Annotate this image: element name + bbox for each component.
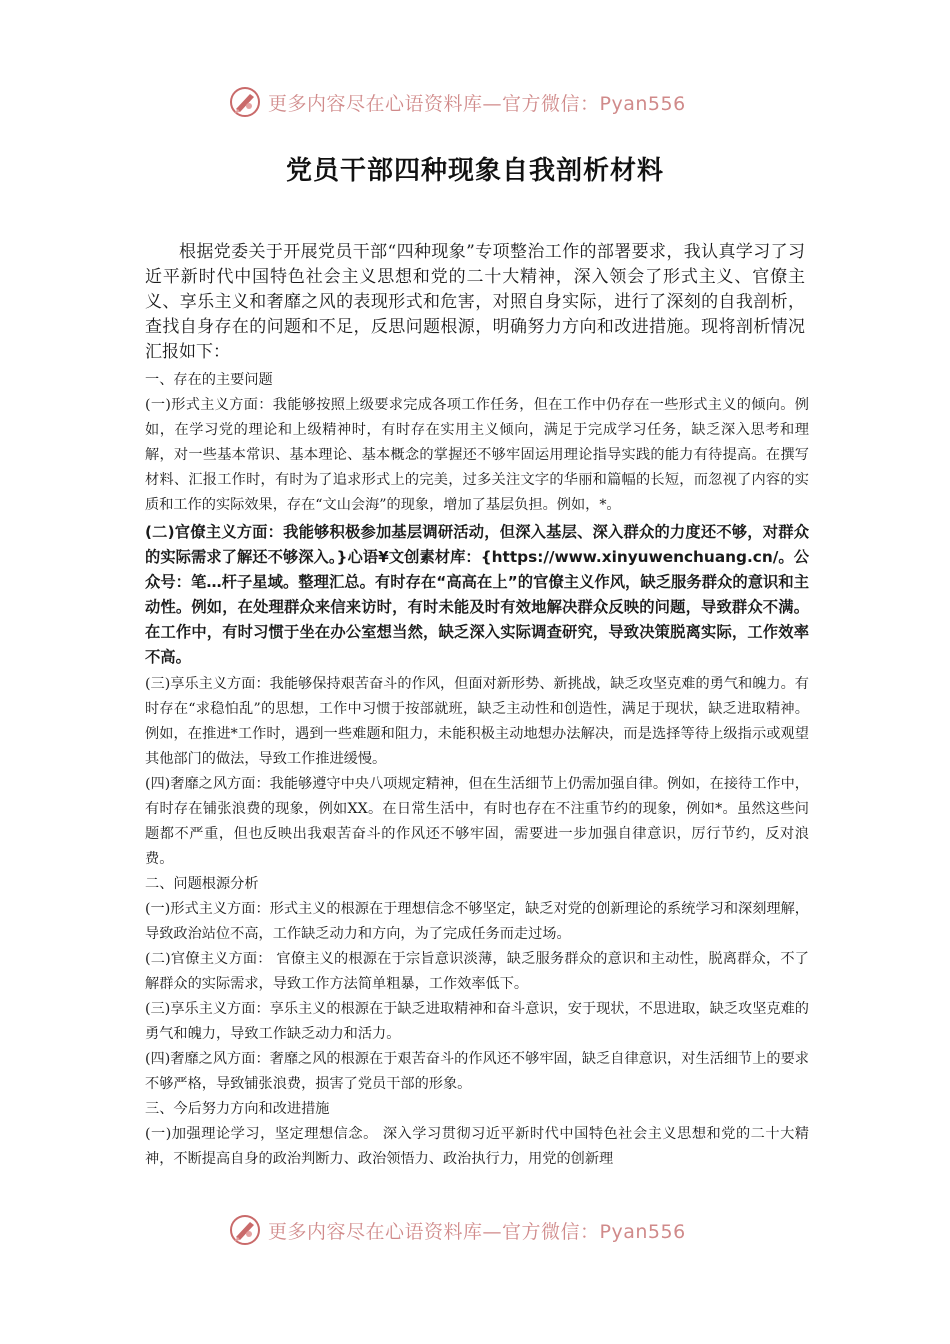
intro-section xyxy=(145,240,805,365)
banner-text: 更多内容尽在心语资料库—官方微信：Pyan556 xyxy=(268,92,686,115)
paragraph: (一)加强理论学习，坚定理想信念。 深入学习贯彻习近平新时代中国特色社会主义思想和党的二十大精神，不断提高自身的政治判断力、政治领悟力、政治执行力，用党的创新理 xyxy=(145,1126,809,1167)
section-heading: 三、今后努力方向和改进措施 xyxy=(145,1101,330,1117)
hand-pen-logo-icon xyxy=(228,1213,262,1247)
paragraph: (二)官僚主义方面： 官僚主义的根源在于宗旨意识淡薄，缺乏服务群众的意识和主动性，脱离群众，不了解群众的实际需求，导致工作方法简单粗暴，工作效率低下。 xyxy=(145,951,809,992)
paragraph: (三)享乐主义方面：享乐主义的根源在于缺乏进取精神和奋斗意识，安于现状，不思进取，缺乏攻坚克难的勇气和魄力，导致工作缺乏动力和活力。 xyxy=(145,1001,809,1042)
section-heading: 二、问题根源分析 xyxy=(145,876,259,892)
banner-text: 更多内容尽在心语资料库—官方微信：Pyan556 xyxy=(268,1220,686,1243)
paragraph: (一)形式主义方面：我能够按照上级要求完成各项工作任务，但在工作中仍存在一些形式主义的倾向。例如，在学习党的理论和上级精神时，有时存在实用主义倾向，满足于完成学习任务，缺乏深入思考和理解，对一些基本常识、基本理论、基本概念的掌握还不够牢固运用理论指导实践的能力有待提高。在撰写材料、汇报工作时，有时为了追求形式上的完美，过多关注文字的华丽和篇幅的长短，而忽视了内容的实质和工作的实际效果，存在“文山会海”的现象，增加了基层负担。例如，*。 xyxy=(145,397,809,513)
paragraph: (三)享乐主义方面：我能够保持艰苦奋斗的作风，但面对新形势、新挑战，缺乏攻坚克难的勇气和魄力。有时存在“求稳怕乱”的思想，工作中习惯于按部就班，缺乏主动性和创造性，满足于现状，缺乏进取精神。例如，在推进*工作时，遇到一些难题和阻力，未能积极主动地想办法解决，而是选择等待上级指示或观望其他部门的做法，导致工作推进缓慢。 xyxy=(145,676,809,767)
header-banner xyxy=(0,82,950,122)
section-heading: 一、存在的主要问题 xyxy=(145,372,273,388)
wechat-id: Pyan556 xyxy=(599,1220,686,1243)
wechat-id: Pyan556 xyxy=(599,92,686,115)
paragraph: (四)奢靡之风方面：奢靡之风的根源在于艰苦奋斗的作风还不够牢固，缺乏自律意识，对生活细节上的要求不够严格，导致铺张浪费，损害了党员干部的形象。 xyxy=(145,1051,809,1092)
paragraph: (一)形式主义方面：形式主义的根源在于理想信念不够坚定，缺乏对党的创新理论的系统学习和深刻理解，导致政治站位不高，工作缺乏动力和方向，为了完成任务而走过场。 xyxy=(145,901,809,942)
paragraph: (四)奢靡之风方面：我能够遵守中央八项规定精神，但在生活细节上仍需加强自律。例如，在接待工作中，有时存在铺张浪费的现象，例如XX。在日常生活中，有时也存在不注重节约的现象，例如*。虽然这些问题都不严重，但也反映出我艰苦奋斗的作风还不够牢固，需要进一步加强自律意识，厉行节约，反对浪费。 xyxy=(145,776,809,867)
document-body xyxy=(145,368,809,1172)
intro-paragraph: 根据党委关于开展党员干部“四种现象”专项整治工作的部署要求，我认真学习了习近平新时代中国特色社会主义思想和党的二十大精神，深入领会了形式主义、官僚主义、享乐主义和奢靡之风的表现形式和危害，对照自身实际，进行了深刻的自我剖析，查找自身存在的问题和不足，反思问题根源，明确努力方向和改进措施。现将剖析情况汇报如下： xyxy=(145,242,805,362)
hand-pen-logo-icon xyxy=(228,85,262,119)
footer-banner xyxy=(0,1210,950,1250)
document-title: 党员干部四种现象自我剖析材料 xyxy=(285,156,664,186)
paragraph-highlighted: (二)官僚主义方面：我能够积极参加基层调研活动，但深入基层、深入群众的力度还不够，对群众的实际需求了解还不够深入。}心语¥文创素材库：{https://www.xinyuwenchuang.cn/。公众号：笔…杆子星域。整理汇总。有时存在“高高在上”的官僚主义作风，缺乏服务群众的意识和主动性。例如，在处理群众来信来访时，有时未能及时有效地解决群众反映的问题，导致群众不满。在工作中，有时习惯于坐在办公室想当然，缺乏深入实际调查研究，导致决策脱离实际，工作效率不高。 xyxy=(145,523,809,666)
